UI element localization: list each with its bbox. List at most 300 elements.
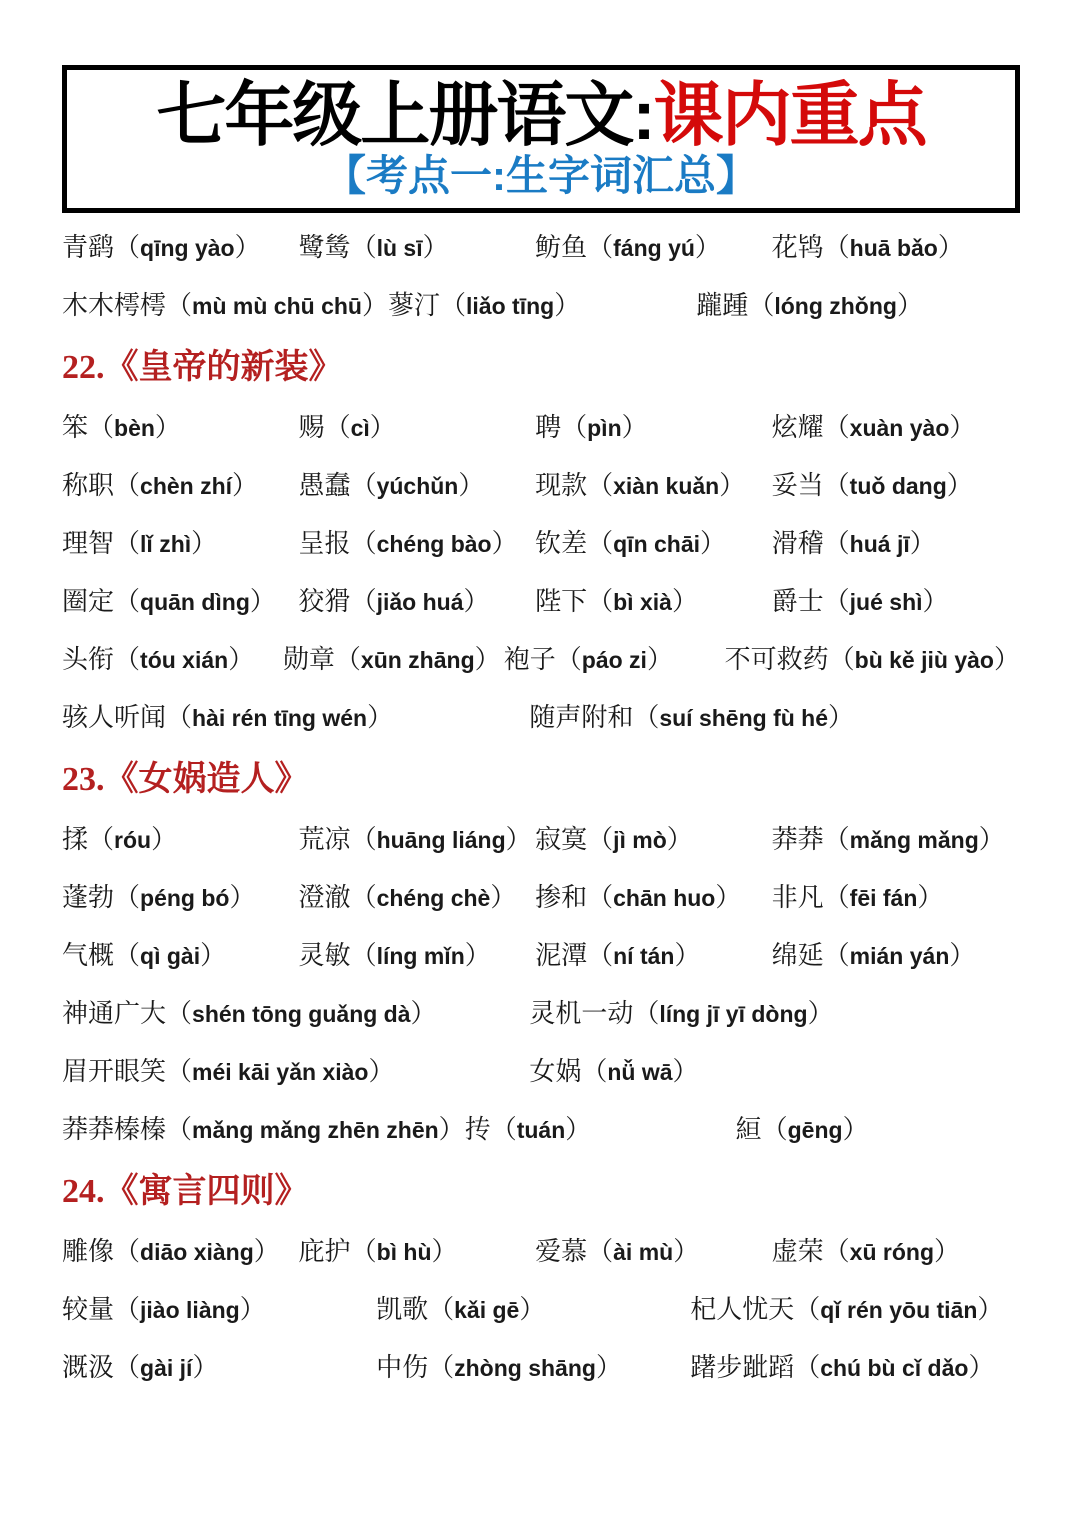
paren-close: ） — [410, 998, 437, 1029]
vocab-item — [465, 1113, 736, 1146]
vocab-word: 骇人听闻 — [62, 702, 167, 733]
vocab-word: 圈定 — [62, 586, 115, 617]
vocab-content — [62, 231, 1020, 1383]
paren-close: ） — [200, 940, 227, 971]
paren-open: （ — [823, 940, 850, 971]
paren-close: ） — [949, 940, 976, 971]
paren-open: （ — [561, 412, 588, 443]
paren-close: ） — [672, 1056, 699, 1087]
vocab-word: 较量 — [62, 1293, 115, 1324]
vocab-word: 聘 — [535, 412, 562, 443]
paren-open: （ — [114, 1293, 141, 1324]
paren-open: （ — [114, 882, 141, 913]
vocab-row — [62, 1293, 1020, 1326]
vocab-pinyin: quān dìng — [140, 589, 250, 616]
paren-open: （ — [350, 528, 377, 559]
vocab-pinyin: jué shì — [849, 589, 923, 616]
paren-close: ） — [361, 290, 388, 321]
paren-open: （ — [350, 882, 377, 913]
paren-open: （ — [581, 1056, 608, 1087]
vocab-item — [529, 997, 1020, 1030]
vocab-pinyin: ní tán — [613, 943, 675, 970]
paren-open: （ — [823, 882, 850, 913]
vocab-word: 灵机一动 — [529, 998, 634, 1029]
paren-open: （ — [114, 470, 141, 501]
vocab-pinyin: méi kāi yǎn xiào — [192, 1059, 369, 1086]
vocab-word: 头衔 — [62, 644, 115, 675]
vocab-row — [62, 881, 1020, 914]
vocab-pinyin: huá jī — [849, 531, 910, 558]
page-subtitle: 【考点一:生字词汇总】 — [324, 152, 758, 200]
vocab-item — [62, 231, 299, 264]
vocab-item — [376, 1351, 690, 1384]
vocab-row — [62, 1113, 1020, 1146]
vocab-word: 寂寞 — [535, 824, 588, 855]
paren-open: （ — [587, 824, 614, 855]
vocab-item — [772, 823, 1020, 856]
paren-close: ） — [253, 1235, 280, 1266]
paren-open: （ — [587, 528, 614, 559]
vocab-row — [62, 527, 1020, 560]
vocab-word: 非凡 — [771, 882, 824, 913]
paren-open: （ — [114, 1351, 141, 1382]
vocab-word: 女娲 — [529, 1056, 582, 1087]
vocab-word: 眉开眼笑 — [62, 1056, 167, 1087]
vocab-item — [736, 1113, 1020, 1146]
vocab-pinyin: jì mò — [613, 827, 667, 854]
paren-open: （ — [633, 702, 660, 733]
vocab-item — [299, 881, 536, 914]
vocab-pinyin: chú bù cǐ dǎo — [820, 1354, 969, 1381]
vocab-pinyin: chéng chè — [376, 885, 491, 912]
paren-close: ） — [367, 702, 394, 733]
vocab-pinyin: xūn zhāng — [360, 647, 475, 674]
vocab-row — [62, 1055, 1020, 1088]
vocab-item — [690, 1351, 1020, 1384]
vocab-item — [535, 585, 772, 618]
vocab-row — [62, 1351, 1020, 1384]
vocab-word: 随声附和 — [529, 702, 634, 733]
paren-close: ） — [621, 412, 648, 443]
vocab-row — [62, 823, 1020, 856]
paren-close: ） — [232, 470, 259, 501]
paren-close: ） — [554, 290, 581, 321]
vocab-word: 妥当 — [771, 470, 824, 501]
paren-close: ） — [922, 586, 949, 617]
vocab-item — [299, 411, 536, 444]
vocab-pinyin: jiǎo huá — [376, 589, 464, 616]
paren-open: （ — [114, 528, 141, 559]
paren-open: （ — [794, 1351, 821, 1382]
paren-open: （ — [428, 1293, 455, 1324]
paren-open: （ — [587, 940, 614, 971]
vocab-pinyin: pìn — [587, 415, 622, 442]
section-heading — [62, 760, 1020, 801]
vocab-pinyin: zhòng shāng — [454, 1354, 596, 1381]
paren-close: ） — [595, 1351, 622, 1382]
paren-open: （ — [88, 824, 115, 855]
section-heading — [62, 1172, 1020, 1213]
vocab-item — [772, 1235, 1020, 1268]
paren-close: ） — [565, 1114, 592, 1145]
paren-open: （ — [334, 644, 361, 675]
paren-open: （ — [114, 644, 141, 675]
paren-open: （ — [828, 644, 855, 675]
paren-close: ） — [491, 528, 518, 559]
vocab-word: 中伤 — [376, 1351, 429, 1382]
vocab-word: 蓼汀 — [388, 290, 441, 321]
paren-close: ） — [909, 528, 936, 559]
paren-open: （ — [555, 644, 582, 675]
vocab-item — [772, 231, 1020, 264]
paren-close: ） — [674, 940, 701, 971]
vocab-word: 木木樗樗 — [62, 290, 167, 321]
paren-open: （ — [761, 1114, 788, 1145]
vocab-item — [62, 643, 283, 676]
vocab-pinyin: jiào liàng — [140, 1296, 240, 1323]
vocab-word: 莽莽 — [771, 824, 824, 855]
vocab-pinyin: bù kě jiù yào — [854, 647, 994, 674]
vocab-word: 狡猾 — [298, 586, 351, 617]
vocab-item — [535, 823, 772, 856]
paren-close: ） — [228, 644, 255, 675]
paren-close: ） — [519, 1293, 546, 1324]
vocab-pinyin: mǎng mǎng zhēn zhēn — [192, 1117, 439, 1144]
vocab-item — [535, 411, 772, 444]
vocab-item — [62, 289, 388, 322]
vocab-item — [62, 585, 299, 618]
paren-close: ） — [946, 470, 973, 501]
vocab-word: 澄澈 — [298, 882, 351, 913]
section-number: 24. — [62, 1173, 105, 1211]
vocab-word: 滑稽 — [771, 528, 824, 559]
vocab-item — [535, 939, 772, 972]
vocab-word: 现款 — [535, 470, 588, 501]
section-title: 《寓言四则》 — [104, 1173, 309, 1211]
vocab-item — [535, 231, 772, 264]
paren-close: ） — [715, 882, 742, 913]
vocab-pinyin: lóng zhǒng — [774, 293, 897, 320]
vocab-row — [62, 231, 1020, 264]
vocab-word: 庇护 — [298, 1235, 351, 1266]
vocab-pinyin: róu — [114, 827, 152, 854]
paren-close: ） — [191, 528, 218, 559]
paren-open: （ — [350, 824, 377, 855]
paren-open: （ — [350, 232, 377, 263]
vocab-pinyin: bì hù — [376, 1238, 432, 1265]
vocab-item — [62, 997, 529, 1030]
paren-close: ） — [917, 882, 944, 913]
vocab-item — [299, 469, 536, 502]
vocab-item — [772, 469, 1020, 502]
vocab-word: 荒凉 — [298, 824, 351, 855]
paren-close: ） — [968, 1351, 995, 1382]
vocab-row — [62, 289, 1020, 322]
paren-close: ） — [842, 1114, 869, 1145]
vocab-word: 绵延 — [771, 940, 824, 971]
paren-open: （ — [823, 528, 850, 559]
paren-open: （ — [587, 470, 614, 501]
vocab-word: 理智 — [62, 528, 115, 559]
paren-close: ） — [368, 1056, 395, 1087]
vocab-item — [772, 939, 1020, 972]
vocab-word: 莽莽榛榛 — [62, 1114, 167, 1145]
vocab-word: 称职 — [62, 470, 115, 501]
paren-open: （ — [823, 412, 850, 443]
paren-close: ） — [464, 940, 491, 971]
vocab-item — [62, 881, 299, 914]
vocab-pinyin: liǎo tīng — [466, 293, 555, 320]
vocab-item — [388, 289, 696, 322]
vocab-item — [535, 527, 772, 560]
vocab-pinyin: cì — [350, 415, 370, 442]
paren-close: ） — [646, 644, 673, 675]
paren-close: ） — [700, 528, 727, 559]
vocab-pinyin: shén tōng guǎng dà — [192, 1001, 411, 1028]
vocab-item — [62, 527, 299, 560]
vocab-item — [529, 701, 1020, 734]
vocab-word: 泥潭 — [535, 940, 588, 971]
paren-close: ） — [993, 644, 1020, 675]
vocab-word: 袍子 — [503, 644, 556, 675]
vocab-pinyin: bì xià — [613, 589, 672, 616]
vocab-item — [725, 643, 1020, 676]
vocab-item — [62, 1351, 376, 1384]
paren-close: ） — [828, 702, 855, 733]
vocab-item — [299, 823, 536, 856]
vocab-item — [299, 585, 536, 618]
paren-open: （ — [823, 824, 850, 855]
section-number: 22. — [62, 349, 105, 387]
vocab-word: 花鸨 — [771, 232, 824, 263]
paren-close: ） — [474, 644, 501, 675]
section-number: 23. — [62, 761, 105, 799]
vocab-pinyin: gēng — [787, 1117, 843, 1144]
paren-close: ） — [458, 470, 485, 501]
paren-close: ） — [431, 1235, 458, 1266]
paren-open: （ — [350, 470, 377, 501]
section-heading — [62, 348, 1020, 389]
paren-open: （ — [324, 412, 351, 443]
vocab-word: 青鹞 — [62, 232, 115, 263]
vocab-item — [690, 1293, 1020, 1326]
vocab-pinyin: líng jī yī dòng — [659, 1001, 808, 1028]
vocab-pinyin: chān huo — [613, 885, 716, 912]
paren-close: ） — [234, 232, 261, 263]
paren-close: ） — [192, 1351, 219, 1382]
paren-open: （ — [166, 290, 193, 321]
vocab-item — [283, 643, 504, 676]
vocab-word: 雕像 — [62, 1235, 115, 1266]
paren-close: ） — [239, 1293, 266, 1324]
vocab-row — [62, 701, 1020, 734]
vocab-item — [62, 1113, 465, 1146]
vocab-pinyin: qīn chāi — [613, 531, 701, 558]
vocab-pinyin: huāng liáng — [376, 827, 506, 854]
vocab-word: 凯歌 — [376, 1293, 429, 1324]
vocab-item — [299, 527, 536, 560]
vocab-pinyin: tuǒ dang — [849, 473, 947, 500]
vocab-pinyin: xiàn kuǎn — [613, 473, 720, 500]
paren-open: （ — [490, 1114, 517, 1145]
paren-open: （ — [114, 232, 141, 263]
paren-open: （ — [794, 1293, 821, 1324]
vocab-pinyin: diāo xiàng — [140, 1238, 254, 1265]
title-box — [62, 65, 1020, 213]
vocab-word: 笨 — [62, 412, 89, 443]
vocab-item — [772, 527, 1020, 560]
vocab-word: 躘踵 — [696, 290, 749, 321]
vocab-word: 溉汲 — [62, 1351, 115, 1382]
vocab-word: 絙 — [735, 1114, 762, 1145]
vocab-pinyin: kǎi gē — [454, 1296, 520, 1323]
paren-close: ） — [666, 824, 693, 855]
paren-open: （ — [587, 232, 614, 263]
vocab-pinyin: xuàn yào — [849, 415, 950, 442]
paren-close: ） — [438, 1114, 465, 1145]
paren-open: （ — [633, 998, 660, 1029]
paren-open: （ — [823, 1235, 850, 1266]
vocab-pinyin: fēi fán — [849, 885, 918, 912]
vocab-item — [535, 1235, 772, 1268]
vocab-item — [62, 701, 529, 734]
vocab-pinyin: péng bó — [140, 885, 230, 912]
vocab-item — [62, 939, 299, 972]
vocab-item — [62, 469, 299, 502]
paren-close: ） — [719, 470, 746, 501]
paren-close: ） — [671, 586, 698, 617]
paren-close: ） — [937, 232, 964, 263]
vocab-row — [62, 643, 1020, 676]
paren-open: （ — [587, 586, 614, 617]
vocab-item — [535, 881, 772, 914]
paren-open: （ — [823, 470, 850, 501]
vocab-pinyin: suí shēng fù hé — [659, 705, 829, 732]
paren-open: （ — [350, 586, 377, 617]
vocab-word: 掺和 — [535, 882, 588, 913]
vocab-item — [376, 1293, 690, 1326]
paren-close: ） — [673, 1235, 700, 1266]
vocab-pinyin: mù mù chū chū — [192, 293, 362, 320]
vocab-word: 呈报 — [298, 528, 351, 559]
paren-close: ） — [978, 824, 1005, 855]
vocab-word: 躇步跐蹈 — [690, 1351, 795, 1382]
vocab-item — [772, 585, 1020, 618]
vocab-item — [62, 411, 299, 444]
vocab-pinyin: yúchǔn — [376, 473, 459, 500]
vocab-pinyin: lù sī — [376, 235, 423, 262]
vocab-word: 杞人忧天 — [690, 1293, 795, 1324]
vocab-row — [62, 411, 1020, 444]
vocab-pinyin: páo zi — [581, 647, 647, 674]
vocab-word: 虚荣 — [771, 1235, 824, 1266]
vocab-word: 揉 — [62, 824, 89, 855]
vocab-pinyin: xū róng — [849, 1238, 935, 1265]
paren-open: （ — [587, 882, 614, 913]
vocab-word: 气概 — [62, 940, 115, 971]
vocab-pinyin: tuán — [516, 1117, 566, 1144]
vocab-pinyin: qīng yào — [140, 235, 235, 262]
vocab-word: 鹭鸶 — [298, 232, 351, 263]
paren-open: （ — [114, 1235, 141, 1266]
paren-close: ） — [490, 882, 517, 913]
vocab-word: 钦差 — [535, 528, 588, 559]
vocab-item — [62, 1055, 529, 1088]
vocab-word: 蓬勃 — [62, 882, 115, 913]
paren-open: （ — [114, 940, 141, 971]
paren-open: （ — [428, 1351, 455, 1382]
paren-close: ） — [229, 882, 256, 913]
vocab-item — [529, 1055, 1020, 1088]
paren-open: （ — [166, 1056, 193, 1087]
vocab-word: 陛下 — [535, 586, 588, 617]
paren-open: （ — [88, 412, 115, 443]
vocab-word: 愚蠢 — [298, 470, 351, 501]
vocab-item — [62, 1293, 376, 1326]
vocab-item — [299, 939, 536, 972]
vocab-item — [62, 1235, 299, 1268]
vocab-pinyin: chèn zhí — [140, 473, 233, 500]
paren-open: （ — [823, 232, 850, 263]
vocab-pinyin: lǐ zhì — [140, 531, 192, 558]
vocab-item — [62, 823, 299, 856]
vocab-word: 赐 — [298, 412, 325, 443]
vocab-item — [696, 289, 1020, 322]
paren-close: ） — [505, 824, 532, 855]
vocab-pinyin: mián yán — [849, 943, 950, 970]
vocab-item — [299, 1235, 536, 1268]
paren-open: （ — [166, 1114, 193, 1145]
vocab-pinyin: tóu xián — [140, 647, 229, 674]
vocab-row — [62, 939, 1020, 972]
vocab-word: 鲂鱼 — [535, 232, 588, 263]
vocab-row — [62, 997, 1020, 1030]
vocab-pinyin: chéng bào — [376, 531, 492, 558]
paren-close: ） — [369, 412, 396, 443]
paren-close: ） — [463, 586, 490, 617]
vocab-pinyin: ài mù — [613, 1238, 674, 1265]
section-title: 《女娲造人》 — [104, 761, 309, 799]
paren-open: （ — [350, 1235, 377, 1266]
vocab-row — [62, 469, 1020, 502]
vocab-pinyin: hài rén tīng wén — [192, 705, 368, 732]
paren-open: （ — [166, 702, 193, 733]
paren-open: （ — [114, 586, 141, 617]
paren-close: ） — [934, 1235, 961, 1266]
vocab-pinyin: bèn — [114, 415, 155, 442]
vocab-pinyin: huā bǎo — [849, 235, 938, 262]
vocab-item — [535, 469, 772, 502]
vocab-word: 不可救药 — [724, 644, 829, 675]
vocab-word: 灵敏 — [298, 940, 351, 971]
paren-close: ） — [896, 290, 923, 321]
paren-close: ） — [949, 412, 976, 443]
vocab-pinyin: nǚ wā — [607, 1059, 673, 1086]
paren-open: （ — [587, 1235, 614, 1266]
vocab-pinyin: fáng yú — [613, 235, 695, 262]
vocab-word: 抟 — [464, 1114, 491, 1145]
vocab-word: 神通广大 — [62, 998, 167, 1029]
paren-close: ） — [807, 998, 834, 1029]
paren-open: （ — [440, 290, 467, 321]
page-title-red: 课内重点 — [653, 76, 926, 154]
paren-open: （ — [823, 586, 850, 617]
vocab-pinyin: líng mǐn — [376, 943, 465, 970]
vocab-item — [299, 231, 536, 264]
vocab-pinyin: gài jí — [140, 1354, 193, 1381]
vocab-word: 炫耀 — [771, 412, 824, 443]
vocab-pinyin: qì gài — [140, 943, 201, 970]
